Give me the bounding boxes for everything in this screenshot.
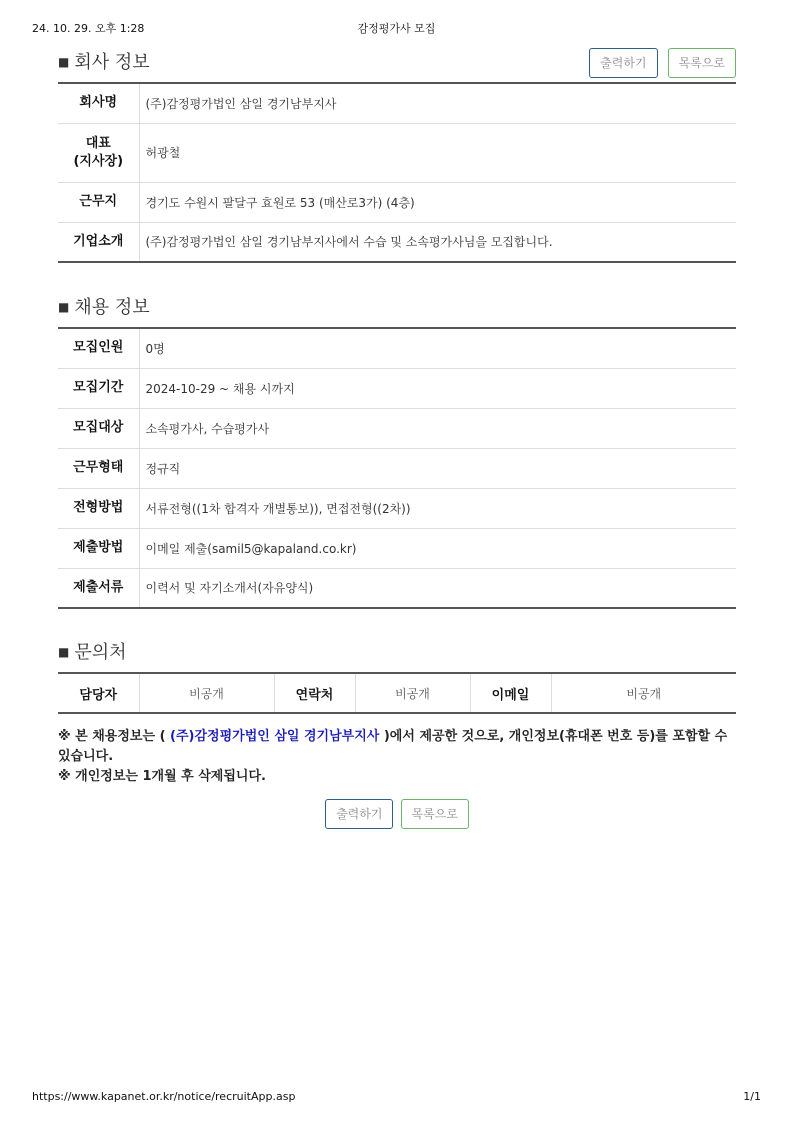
email-value: 비공개 <box>626 686 662 701</box>
submission-method-label: 제출방법 <box>58 528 139 568</box>
table-row <box>58 568 736 608</box>
employment-type-value: 정규직 <box>139 448 736 488</box>
table-row <box>58 528 736 568</box>
notice-company-name: (주)감정평가법인 삼일 경기남부지사 <box>170 729 380 744</box>
manager-label: 담당자 <box>58 673 139 713</box>
square-bullet-icon: ■ <box>58 300 70 314</box>
target-label: 모집대상 <box>58 408 139 448</box>
bottom-button-group <box>58 799 736 829</box>
company-intro-label: 기업소개 <box>58 222 139 262</box>
table-row <box>58 673 736 713</box>
workplace-value: 경기도 수원시 팔달구 효원로 53 (매산로3가) (4층) <box>139 182 736 222</box>
manager-value: 비공개 <box>139 673 274 713</box>
company-info-table <box>58 82 736 263</box>
print-button[interactable]: 출력하기 <box>589 48 657 78</box>
page-number: 1/1 <box>743 1090 761 1103</box>
print-footer <box>32 1090 761 1106</box>
recruit-section-header <box>58 289 736 327</box>
table-row <box>58 488 736 528</box>
headcount-value: 0명 <box>139 328 736 368</box>
top-button-group <box>584 48 736 78</box>
company-section-title: ■ 회사 정보 <box>58 52 150 73</box>
representative-value: 허광철 <box>139 123 736 182</box>
contact-section-header <box>58 634 736 672</box>
square-bullet-icon: ■ <box>58 55 70 69</box>
table-row <box>58 368 736 408</box>
notice-line-1: ※ 본 채용정보는 ( (주)감정평가법인 삼일 경기남부지사 )에서 제공한 것으로, 개인정보(휴대폰 번호 등)를 포함할 수 있습니다. <box>58 729 728 764</box>
headcount-label: 모집인원 <box>58 328 139 368</box>
company-name-value: (주)감정평가법인 삼일 경기남부지사 <box>139 83 736 123</box>
print-header <box>32 20 761 36</box>
main-content <box>58 44 736 829</box>
list-button[interactable]: 목록으로 <box>668 48 736 78</box>
table-row <box>58 222 736 262</box>
target-value: 소속평가사, 수습평가사 <box>139 408 736 448</box>
documents-value: 이력서 및 자기소개서(자유양식) <box>145 581 314 596</box>
notice-line-2: ※ 개인정보는 1개월 후 삭제됩니다. <box>58 769 266 784</box>
print-title: 감정평가사 모집 <box>357 22 436 35</box>
table-row <box>58 328 736 368</box>
table-row <box>58 408 736 448</box>
selection-method-value: 서류전형((1차 합격자 개별통보)), 면접전형((2차)) <box>139 488 736 528</box>
print-button[interactable]: 출력하기 <box>325 799 393 829</box>
table-row <box>58 182 736 222</box>
employment-type-label: 근무형태 <box>58 448 139 488</box>
email-label: 이메일 <box>470 673 551 713</box>
page-url: https://www.kapanet.or.kr/notice/recruitApp.asp <box>32 1090 296 1103</box>
table-row <box>58 83 736 123</box>
submission-method-value: 이메일 제출(samil5@kapaland.co.kr) <box>139 528 736 568</box>
company-name-label: 회사명 <box>58 83 139 123</box>
company-section-header <box>58 44 736 82</box>
list-button[interactable]: 목록으로 <box>401 799 469 829</box>
documents-label: 제출서류 <box>58 568 139 608</box>
selection-method-label: 전형방법 <box>58 488 139 528</box>
print-date: 24. 10. 29. 오후 1:28 <box>32 22 145 35</box>
contact-table <box>58 672 736 714</box>
square-bullet-icon: ■ <box>58 645 70 659</box>
contact-section-title: ■ 문의처 <box>58 642 127 663</box>
period-label: 모집기간 <box>58 368 139 408</box>
period-value: 2024-10-29 ~ 채용 시까지 <box>139 368 736 408</box>
privacy-notice <box>58 727 736 787</box>
recruit-info-table <box>58 327 736 609</box>
table-row <box>58 448 736 488</box>
recruit-section-title: ■ 채용 정보 <box>58 297 150 318</box>
representative-label: 대표 (지사장) <box>58 123 139 182</box>
table-row <box>58 123 736 182</box>
phone-label: 연락처 <box>274 673 355 713</box>
phone-value: 비공개 <box>355 673 470 713</box>
workplace-label: 근무지 <box>58 182 139 222</box>
company-intro-value: (주)감정평가법인 삼일 경기남부지사에서 수습 및 소속평가사님을 모집합니다. <box>145 235 553 250</box>
